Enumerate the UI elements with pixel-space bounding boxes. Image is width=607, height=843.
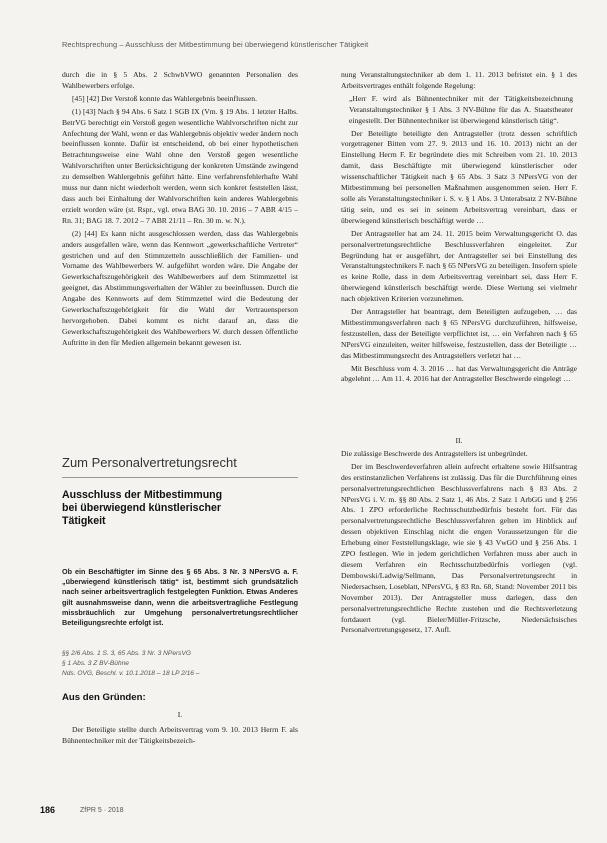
paragraph: Der Beteiligte beteiligte den Antragsteller (trotz dessen schriftlich vorgetragener Bitten vom 27. 9. 2013 und 16. 10. 2013) nicht an der Einstellung Herrn F. Er begründete dies mit Schreiben vom 21. 10. 2013 damit, dass Beschäftigte mit überwiegend künstlerischer oder wissenschaftlicher Tätigkeit nach § 65 Abs. 3 Satz 3 NPersVG von der Mitbestimmung bei personellen Maßnahmen ausgenommen seien. Herr F. solle als Veranstaltungstechniker i. S. v. § 1 Abs. 3 Unterabsatz 2 NV-Bühne tätig sein, und es sei in seinem Arbeitsvertrag vereinbart, dass er überwiegend künstlerisch beschäftigt werde …: [341, 128, 577, 225]
quoted-clause: „Herr F. wird als Bühnentechniker mit der Tätigkeitsbezeichnung Veranstaltungstechniker § 1 Abs. 3 NV-Bühne für das A. Staatstheater eingestellt. Der Bühnentechniker ist überwiegend künstlerisch tätig“.: [349, 93, 573, 125]
headline-line: Ausschluss der Mitbestimmung: [62, 489, 223, 501]
legal-citation: [62, 649, 298, 679]
headline-line: Tätigkeit: [62, 515, 106, 527]
section-numeral: II.: [455, 436, 463, 445]
paragraph: durch die in § 5 Abs. 2 SchwbVWO genannten Personalien des Wahlbewerbers erfolge.: [62, 70, 298, 90]
left-column-bottom: [62, 725, 298, 747]
paragraph: (1) [43] Nach § 94 Abs. 6 Satz 1 SGB IX (Vm. § 19 Abs. 1 letzter Halbs. BetrVG berechtigt ein Verstoß gegen wesentliche Wahlvorschriften nicht zur Anfechtung der Wahl, wenn er das Wahlergebnis objektiv weder ändern noch beeinflussen konnte. Dafür ist entscheidend, ob bei einer hypothetischen Betrachtungsweise eine Wahl ohne den Verstoß gegen wesentliche Wahlvorschriften unter Berücksichtigung der konkreten Umstände zwingend zu demselben Wahlergebnis geführt hätte. Eine verfahrensfehlerhafte Wahl muss nur dann nicht wiederholt werden, wenn sich konkret feststellen lässt, dass auch bei Einhaltung der Wahlvorschriften kein anderes Wahlergebnis erzielt worden wäre (st. Rspr., vgl. etwa BAG 30. 10. 2016 – 7 ABR 4/15 – Rn. 31; BAG 18. 7. 2012 – 7 ABR 21/11 – Rn. 30 m. w. N.).: [62, 106, 298, 225]
section-divider: [62, 477, 298, 478]
guiding-principle: Ob ein Beschäftigter im Sinne des § 65 Abs. 3 Nr. 3 NPersVG a. F. „überwiegend künstlerisch tätig“ ist, bestimmt sich grundsätzlich nach seiner arbeitsvertraglich festgelegten Funktion. Etwas Anderes gilt ausnahmsweise dann, wenn die arbeitsvertragliche Festlegung missbräuchlich zur Umgehung personalvertretungsrechtlicher Beteiligungsrechte erfolgt ist.: [62, 567, 298, 628]
section-title: Zum Personalvertretungsrecht: [62, 455, 237, 470]
paragraph: [45] [42] Der Verstoß konnte das Wahlergebnis beeinflussen.: [72, 93, 257, 103]
section-numeral: I.: [177, 710, 183, 719]
citation-line: §§ 2/6 Abs. 1 S. 3, 65 Abs. 3 Nr. 3 NPersVG: [62, 650, 192, 657]
paragraph: Der Antragsteller hat am 24. 11. 2015 beim Verwaltungsgericht O. das personalvertretungsrechtliche Beschlussverfahren eingeleitet. Zur Begründung hat er ausgeführt, der Antragsteller sei bei Einstellung des Veranstaltungstechnikers F. nach § 65 NPersVG zu beteiligen. Insofern spiele es keine Rolle, dass in dem Arbeitsvertrag vereinbart sei, dass Herr F. überwiegend künstlerisch beschäftigt werde. Diese Wertung sei vielmehr nach objektiven Kriterien vorzunehmen.: [341, 228, 577, 304]
right-column-bottom: [341, 436, 577, 636]
paragraph: (2) [44] Es kann nicht ausgeschlossen werden, dass das Wahlergebnis anders ausgefallen wäre, wenn das Kennwort „gewerkschaftliche Vertreter“ gestrichen und auf den Stimmzetteln ausschließlich der Familien- und Vorname des Wahlbewerbers W. aufgeführt worden wäre. Die Angabe der Gewerkschaftszugehörigkeit des Wahlbewerbers auf dem Stimmzettel ist geeignet, das Abstimmungsverhalten der Wähler zu beeinflussen. Durch die Angabe des Kennworts auf dem Stimmzettel wird die Bedeutung der Gewerkschaftszugehörigkeit für die Wahl der Vertrauensperson hervorgehoben. Dabei kommt es nicht darauf an, dass die Gewerkschaftszugehörigkeit des Wahlbewerbers W. durch dessen öffentliche Auftritte in den für Medien allgemein bekannt gewesen ist.: [62, 228, 298, 347]
paragraph: nung Veranstaltungstechniker ab dem 1. 11. 2013 befristet ein. § 1 des Arbeitsvertrages enthält folgende Regelung:: [341, 70, 577, 90]
paragraph: Der Antragsteller hat beantragt, dem Beteiligten aufzugeben, … das Mitbestimmungsverfahren nach § 65 NPersVG durchzuführen, hilfsweise, festzustellen, dass der Beteiligte verpflichtet ist, … ein Verfahren nach § 65 NPersVG einzuleiten, weiter hilfsweise, festzustellen, dass der Beteiligte … das Mitbestimmungsrecht des Antragstellers verletzt hat …: [341, 307, 577, 360]
paragraph: Der Beteiligte stellte durch Arbeitsvertrag vom 9. 10. 2013 Herrn F. als Bühnentechniker mit der Tätigkeitsbezeich-: [62, 725, 298, 745]
reasons-heading: Aus den Gründen:: [62, 692, 146, 703]
paragraph: Mit Beschluss vom 4. 3. 2016 … hat das Verwaltungsgericht die Anträge abgelehnt … Am 11. 4. 2016 hat der Antragsteller Beschwerde eingelegt …: [341, 363, 577, 384]
headline-line: bei überwiegend künstlerischer: [62, 502, 221, 514]
page-number: 186: [40, 805, 56, 815]
journal-issue: ZfPR 5 · 2018: [80, 807, 124, 814]
left-column-top: [62, 70, 298, 349]
article-headline: [62, 489, 298, 528]
running-head: Rechtsprechung – Ausschluss der Mitbestimmung bei überwiegend künstlerischer Tätigkeit: [62, 40, 369, 49]
paragraph: Die zulässige Beschwerde des Antragstellers ist unbegründet.: [341, 448, 528, 458]
paragraph: Der im Beschwerdeverfahren allein aufrecht erhaltene sowie Hilfsantrag des erstinstanzlichen Verfahrens ist zulässig. Das für die Durchführung eines personalvertretungsrechtlichen Beschlussverfahrens nach § 83 Abs. 2 NPersVG i. V. m. §§ 80 Abs. 2 Satz 1, 46 Abs. 2 Satz 1 ArbGG und § 256 Abs. 1 ZPO erforderliche Rechtsschutzbedürfnis besteht fort. Für das personalvertretungsrechtliche Beschlussverfahren gelten im Hinblick auf dessen objektiven Einschlag nicht die engen Voraussetzungen für die Erhebung einer Feststellungsklage, wie sie § 43 VwGO und § 256 Abs. 1 ZPO festlegen. Wie in jedem gerichtlichen Verfahren muss aber auch in diesem Verfahren ein Rechtsschutzbedürfnis vorliegen (vgl. Dembowski/Ladwig/Sellmann, Das Personalvertretungsrecht in Niedersachsen, Loseblatt, NPersVG, § 83 Rn. 68, Stand: November 2011 bis November 2013). Der Antragsteller muss darlegen, dass den personalvertretungsrechtliche Rechte zustehen und die Rechtsverletzung fortdauert (vgl. Bieler/Müller-Fritzsche, Niedersächsisches Personalvertretungsgesetz, 17. Aufl.: [341, 461, 577, 635]
citation-line: § 1 Abs. 3 Z BV-Bühne: [62, 660, 129, 667]
citation-line: Nds. OVG, Beschl. v. 10.1.2018 – 18 LP 2/16 –: [62, 670, 200, 677]
right-column-top: [341, 70, 577, 385]
